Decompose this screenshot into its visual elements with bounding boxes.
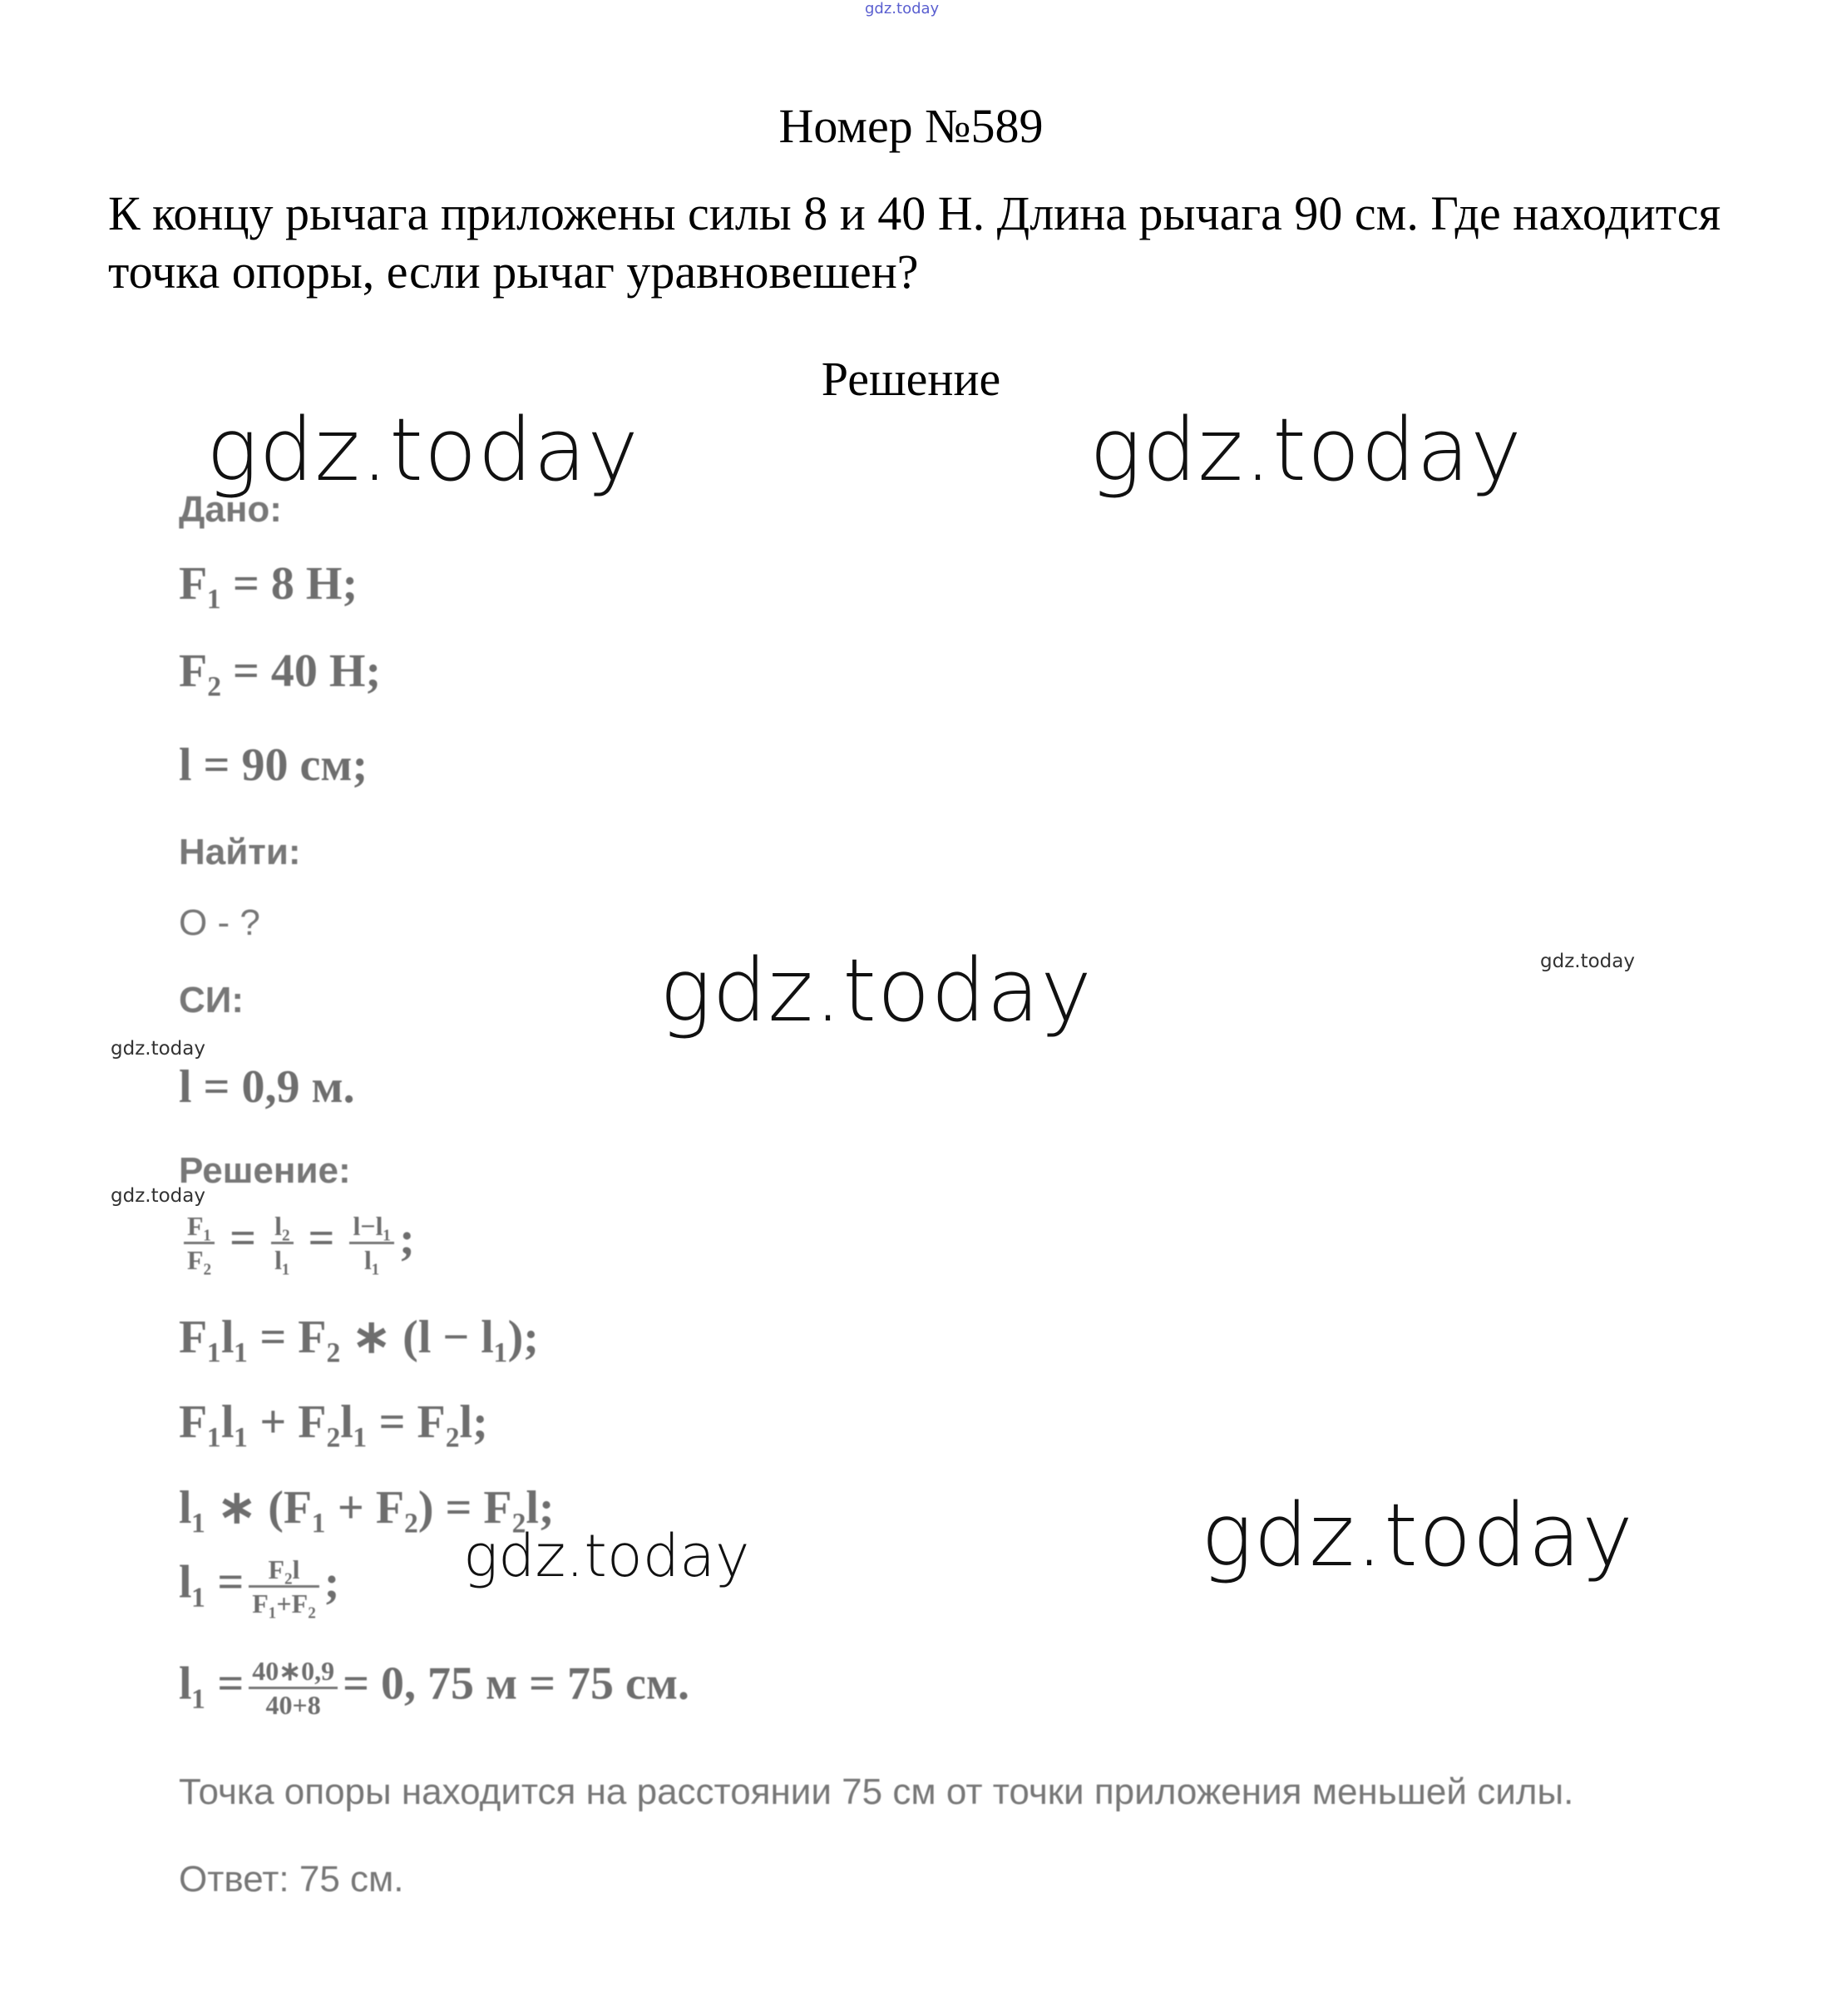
fraction: $\frac{\text{l₂}}{\text{l₁}}$ bbox=[271, 1210, 293, 1276]
watermark-large: gdz.today bbox=[659, 940, 1093, 1041]
equation-3: F₁l₁ + F₂l₁ = F₂l; bbox=[179, 1396, 488, 1448]
fraction: $\frac{\text{F₁}}{\text{F₂}}$ bbox=[184, 1210, 215, 1276]
watermark-small: gdz.today bbox=[111, 1185, 205, 1207]
given-label: Дано: bbox=[179, 489, 282, 530]
watermark-large: gdz.today bbox=[206, 399, 639, 501]
equation-5: l₁ = $\frac{\text{F₂l}}{\text{F₁+F₂}}$ ; bbox=[179, 1554, 340, 1618]
given-f2: F₂ = 40 Н; bbox=[179, 645, 382, 697]
equation-ratio: $\frac{\text{F₁}}{\text{F₂}}$ = $\frac{\text{l₂}}{\text{l₁}}$ = $\frac{\text{l−l₁}}{\text{l₁}}$ ; bbox=[179, 1210, 415, 1276]
watermark-small: gdz.today bbox=[111, 1038, 205, 1060]
given-f1: F₁ = 8 Н; bbox=[179, 558, 358, 610]
equation-4: l₁ ∗ (F₁ + F₂) = F₂l; bbox=[179, 1482, 555, 1534]
fraction: $\frac{40∗0,9}{40+8}$ bbox=[249, 1655, 338, 1721]
watermark-small: gdz.today bbox=[1540, 951, 1635, 972]
conclusion-text: Точка опоры находится на расстоянии 75 см от точки приложения меньшей силы. bbox=[179, 1771, 1574, 1812]
answer-text: Ответ: 75 см. bbox=[179, 1859, 404, 1900]
watermark-medium: gdz.today bbox=[463, 1522, 750, 1590]
fraction: $\frac{\text{F₂l}}{\text{F₁+F₂}}$ bbox=[249, 1554, 319, 1619]
watermark-large: gdz.today bbox=[1089, 399, 1523, 501]
page-title: Номер №589 bbox=[778, 99, 1044, 153]
find-label: Найти: bbox=[179, 832, 301, 872]
given-length: l = 90 см; bbox=[179, 739, 368, 791]
watermark-large: gdz.today bbox=[1201, 1485, 1634, 1586]
equation-2: F₁l₁ = F₂ ∗ (l − l₁); bbox=[179, 1312, 539, 1363]
si-value: l = 0,9 м. bbox=[179, 1061, 355, 1113]
task-text: К концу рычага приложены силы 8 и 40 Н. Длина рычага 90 см. Где находится точка опоры, если рычаг уравновешен? bbox=[108, 186, 1721, 299]
fraction: $\frac{\text{l−l₁}}{\text{l₁}}$ bbox=[349, 1210, 394, 1276]
equation-6: l₁ = $\frac{40∗0,9}{40+8}$ = 0, 75 м = 75 см. bbox=[179, 1656, 690, 1720]
solution-label: Решение: bbox=[179, 1150, 351, 1191]
find-value: O - ? bbox=[179, 902, 260, 943]
watermark-top: gdz.today bbox=[865, 0, 940, 17]
solution-heading: Решение bbox=[821, 352, 1001, 406]
si-label: СИ: bbox=[179, 980, 244, 1020]
